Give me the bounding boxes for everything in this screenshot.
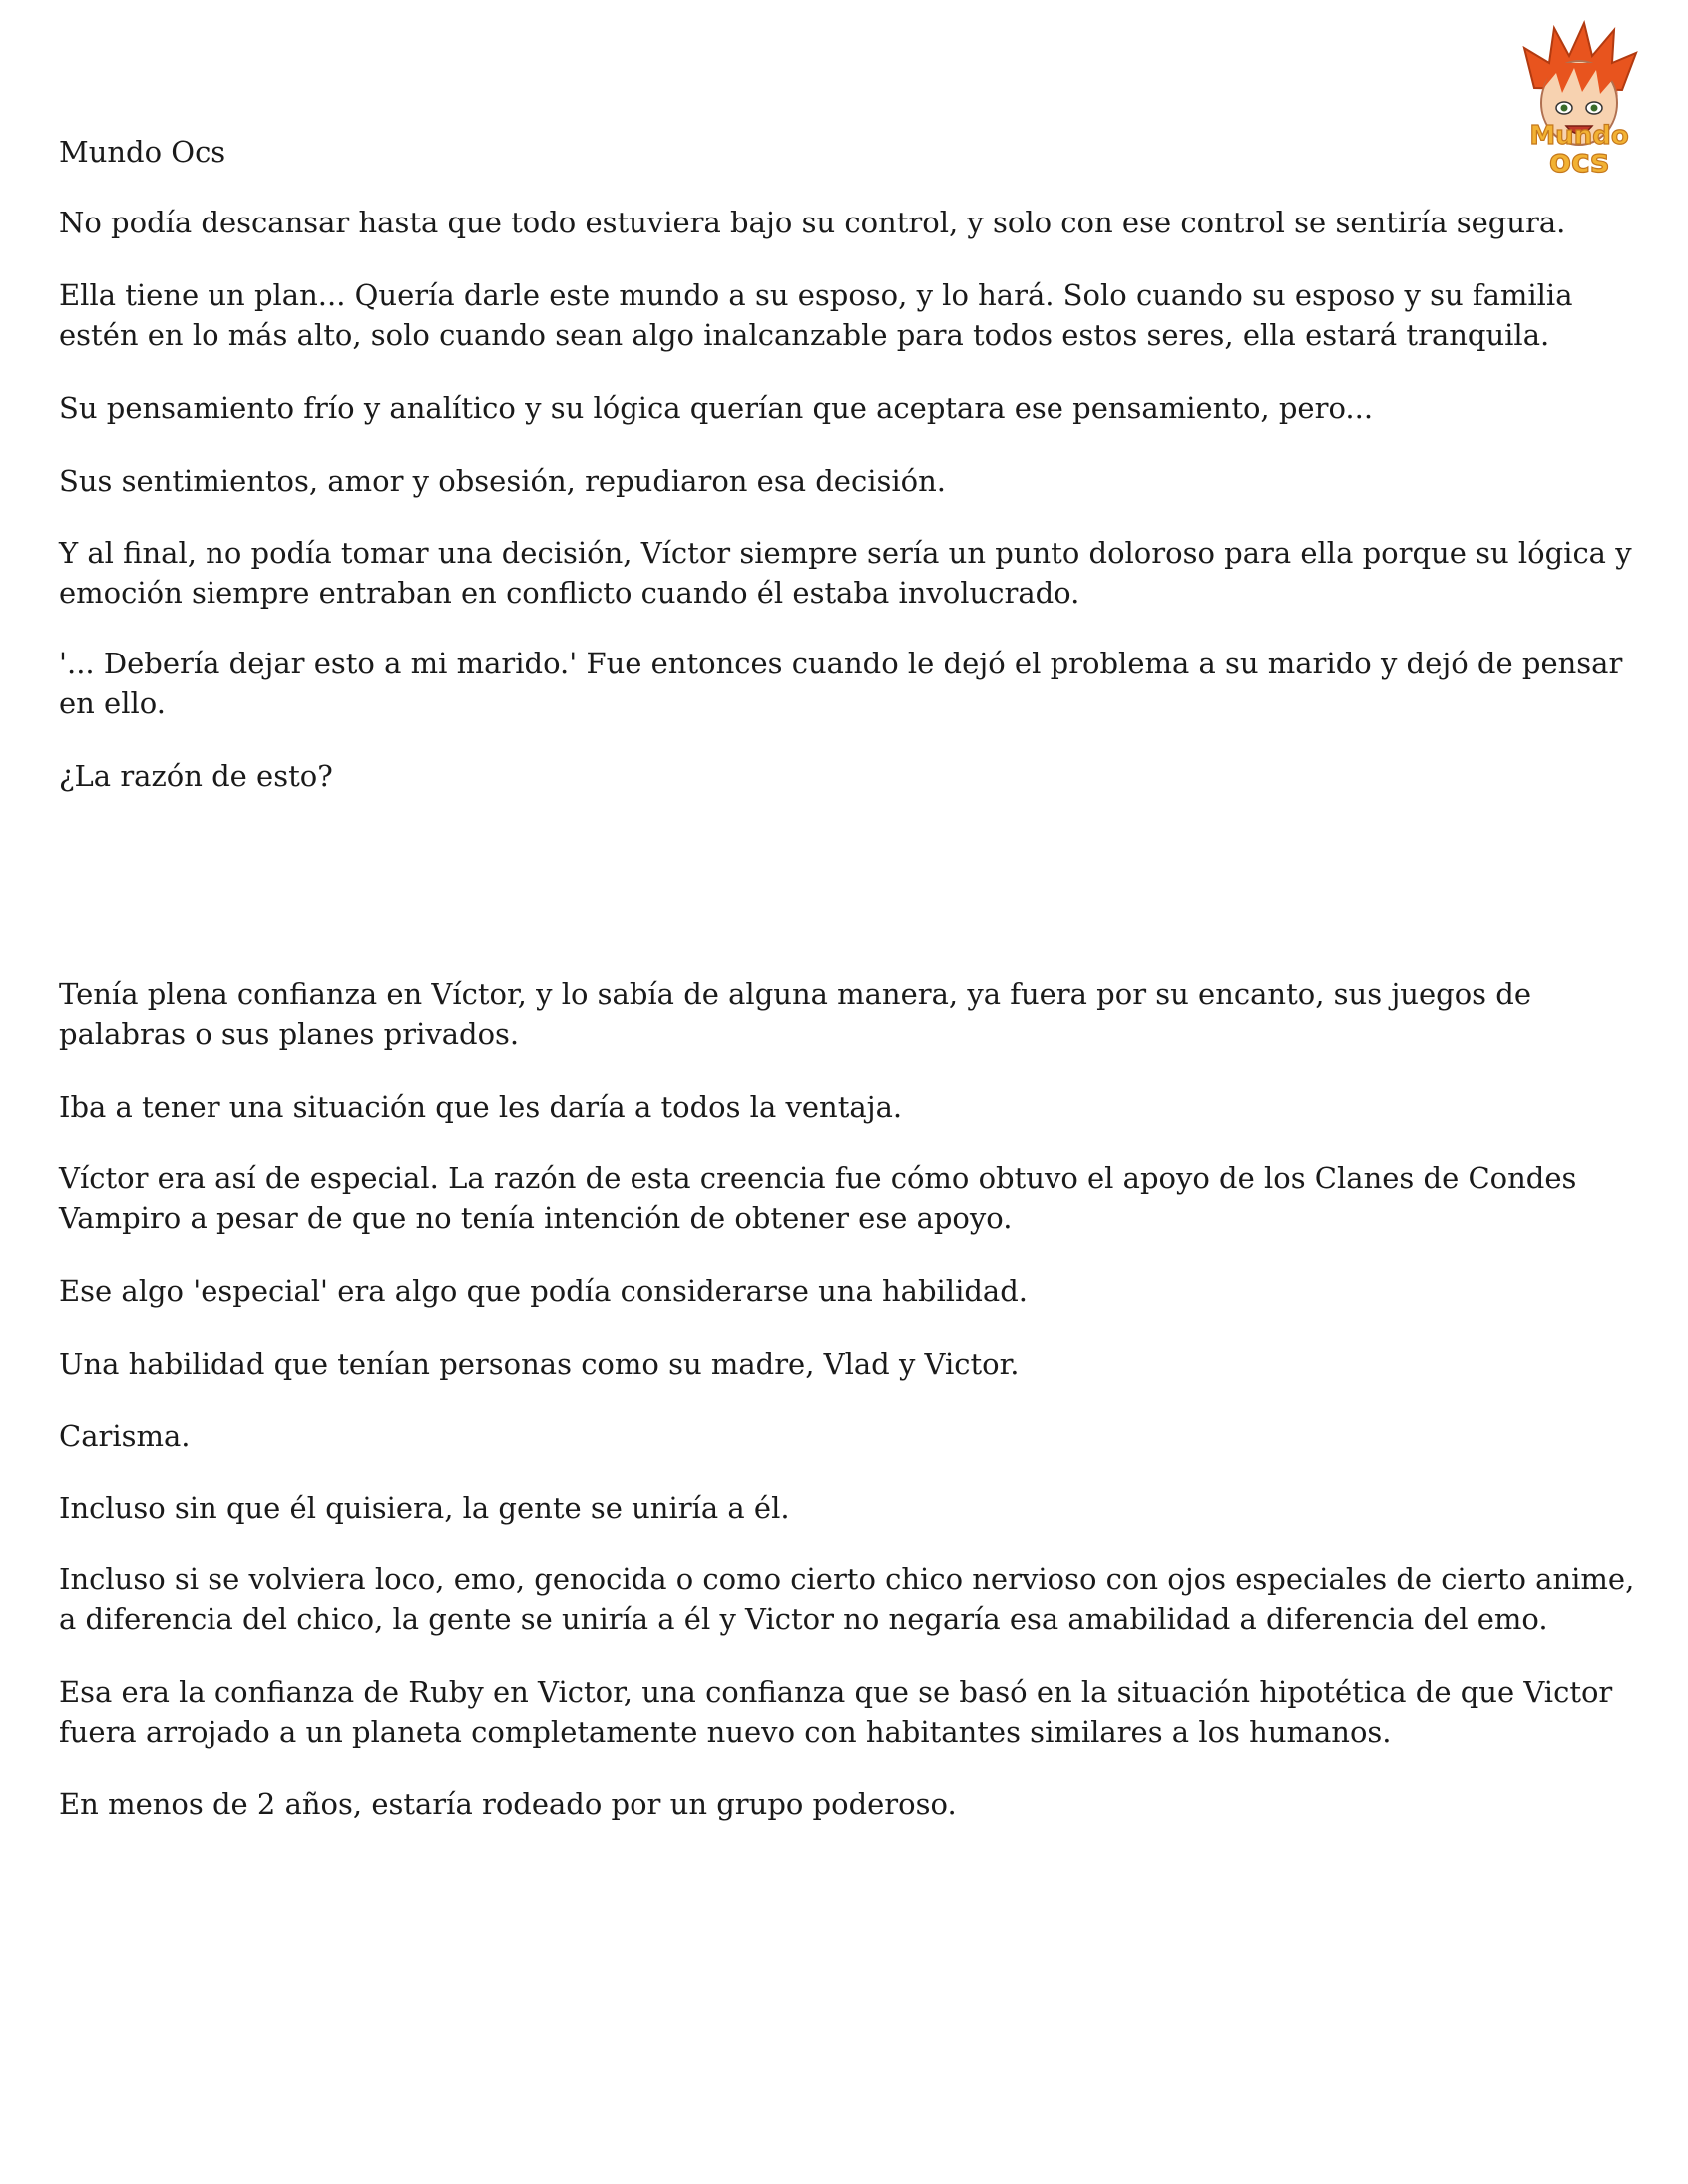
paragraph: Incluso si se volviera loco, emo, genocida o como cierto chico nervioso con ojos especiales de cierto anime, a diferencia del chico, la gente se uniría a él y Victor no negaría esa amabilidad a diferencia del emo.: [59, 1562, 1635, 1636]
paragraph: Ella tiene un plan... Quería darle este mundo a su esposo, y lo hará. Solo cuando su esposo y su familia estén en lo más alto, solo cuando sean algo inalcanzable para todos estos seres, ella estará tranquila.: [59, 278, 1573, 352]
paragraph: Iba a tener una situación que les daría a todos la ventaja.: [59, 1091, 903, 1124]
paragraph: Tenía plena confianza en Víctor, y lo sabía de alguna manera, ya fuera por su encanto, sus juegos de palabras o sus planes privados.: [59, 977, 1531, 1051]
paragraph: Esa era la confianza de Ruby en Victor, una confianza que se basó en la situación hipotética de que Victor fuera arrojado a un planeta completamente nuevo con habitantes similares a los humanos.: [59, 1675, 1613, 1749]
svg-text:Mundo: Mundo: [1529, 121, 1629, 151]
paragraph: Víctor era así de especial. La razón de esta creencia fue cómo obtuvo el apoyo de los Clanes de Condes Vampiro a pesar de que no tenía intención de obtener ese apoyo.: [59, 1161, 1577, 1235]
paragraph: En menos de 2 años, estaría rodeado por un grupo poderoso.: [59, 1787, 957, 1821]
document-header: [59, 132, 1645, 172]
paragraph: Sus sentimientos, amor y obsesión, repudiaron esa decisión.: [59, 464, 946, 498]
paragraph: '... Debería dejar esto a mi marido.' Fue entonces cuando le dejó el problema a su marido y dejó de pensar en ello.: [59, 647, 1623, 720]
paragraph: Una habilidad que tenían personas como su madre, Vlad y Victor.: [59, 1347, 1020, 1381]
paragraph: No podía descansar hasta que todo estuviera bajo su control, y solo con ese control se sentiría segura.: [59, 206, 1566, 239]
paragraph: Incluso sin que él quisiera, la gente se uniría a él.: [59, 1491, 790, 1525]
paragraph: Y al final, no podía tomar una decisión, Víctor siempre sería un punto doloroso para ella porque su lógica y emoción siempre entraban en conflicto cuando él estaba involucrado.: [59, 536, 1632, 610]
svg-text:ocs: ocs: [1549, 142, 1609, 178]
paragraph: Su pensamiento frío y analítico y su lógica querían que aceptara ese pensamiento, pero...: [59, 391, 1374, 425]
paragraph: Ese algo 'especial' era algo que podía considerarse una habilidad.: [59, 1274, 1028, 1308]
paragraph: Carisma.: [59, 1419, 191, 1453]
header-text: Mundo Ocs: [59, 135, 226, 169]
paragraph: ¿La razón de esto?: [59, 759, 333, 793]
